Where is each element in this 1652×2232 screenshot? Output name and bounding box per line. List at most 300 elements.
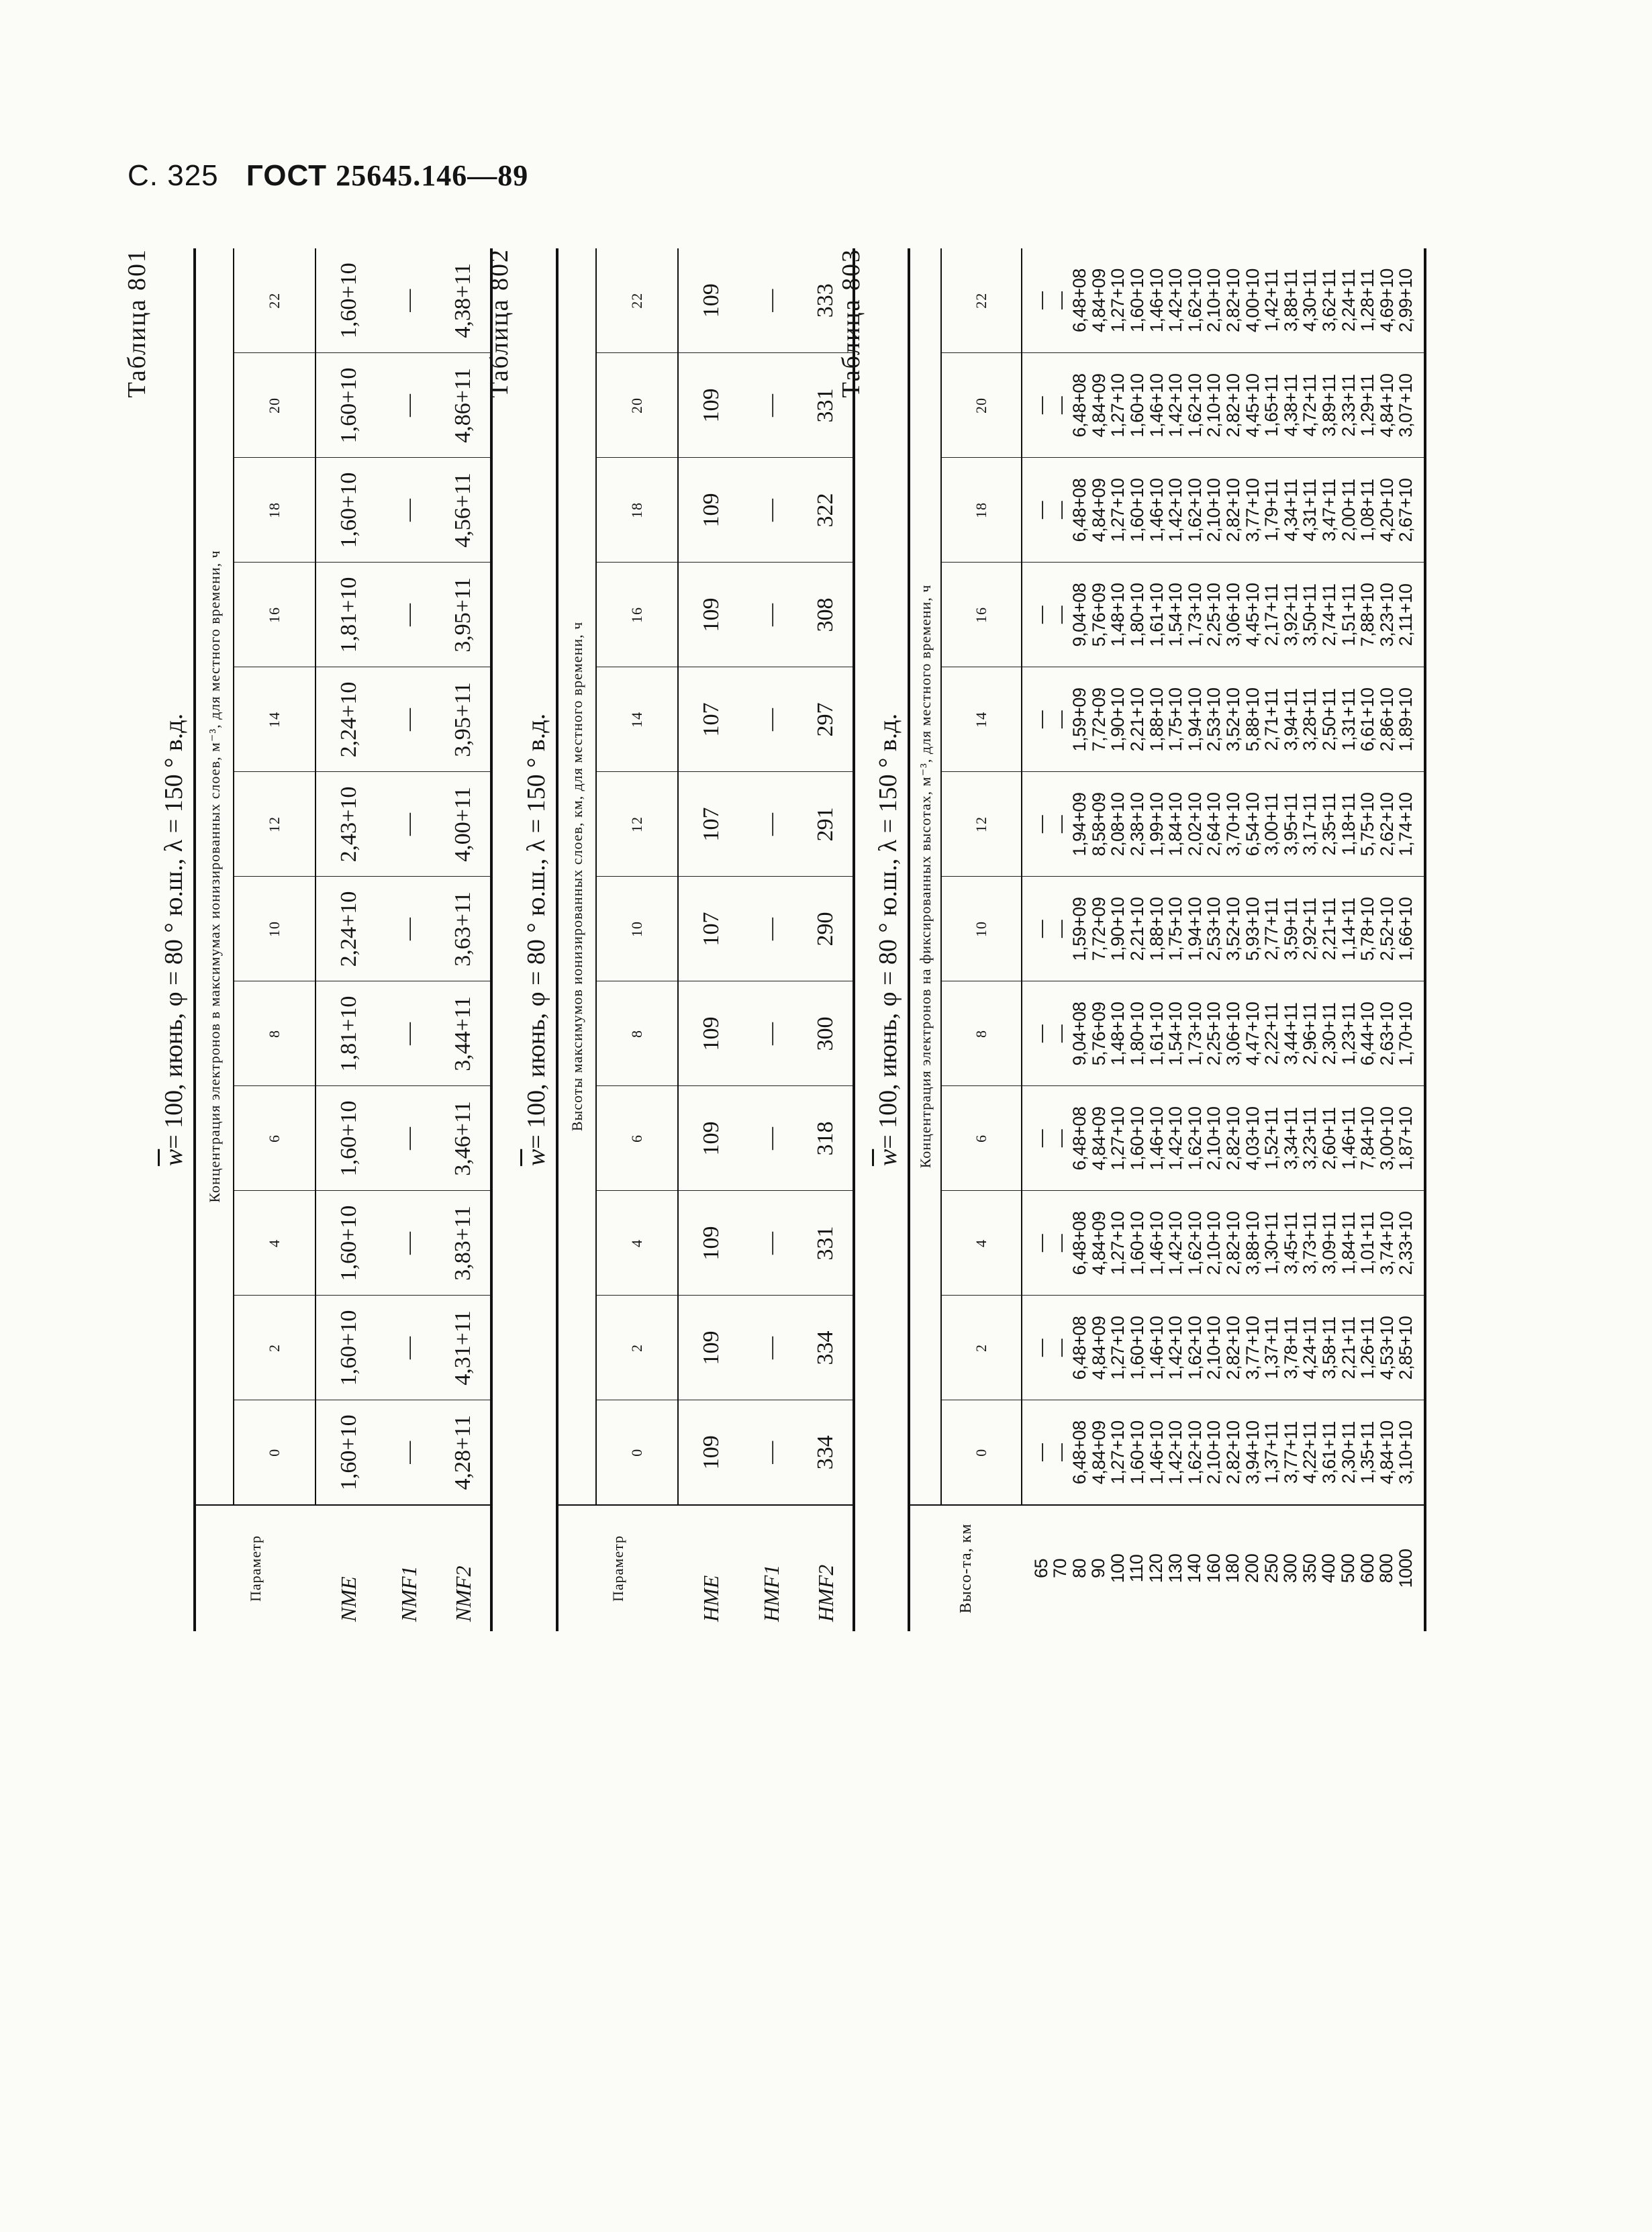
table-cell: 1,46+10	[1146, 269, 1167, 333]
table-cell: 3,34+11	[1280, 1107, 1301, 1170]
table-cell: 2,38+10	[1126, 792, 1147, 857]
table-cell: 2,82+10	[1222, 1106, 1243, 1171]
table-cell: —	[759, 289, 783, 312]
table-cell: —	[744, 563, 799, 667]
table-cell: 4,20+10	[1376, 478, 1397, 542]
hour-header: 10	[596, 877, 678, 981]
table-cell: —	[1050, 1129, 1071, 1148]
table-cell: 2,08+10	[1108, 792, 1128, 857]
height-value: 80	[1069, 1558, 1089, 1579]
table-cell: 3,00+11	[1261, 793, 1282, 856]
table-cell: 1,70+10	[1396, 1002, 1416, 1066]
table-cell: 109	[678, 458, 744, 563]
table-cell: 7,72+09	[1088, 687, 1109, 752]
table-cell: 1,18+11	[1338, 793, 1359, 856]
table-cell: 1,59+09	[1069, 897, 1090, 961]
gost-label: ГОСТ	[246, 159, 328, 192]
table-row	[744, 248, 799, 1631]
table-cell: 1,81+10	[315, 563, 381, 667]
hour-header: 0	[234, 1400, 315, 1505]
table-cell: 5,78+10	[1357, 897, 1378, 961]
height-value: 600	[1357, 1553, 1377, 1584]
table-subtitle: $\overline{w}= 100$, июнь, φ = 80 ° ю.ш., λ = 150 ° в.д.	[160, 713, 188, 1167]
table-cell: 2,10+10	[1204, 269, 1224, 333]
table-cell: 3,83+11	[436, 1191, 491, 1296]
page-number: С. 325	[128, 159, 219, 192]
table-cell: 2,25+10	[1204, 583, 1224, 647]
table-cell: 1,48+10	[1108, 583, 1128, 647]
table-cell: 2,10+10	[1204, 1420, 1224, 1485]
table-cell: 1,42+10	[1165, 1316, 1186, 1380]
height-value: 110	[1126, 1554, 1147, 1583]
table-cell: 107	[678, 667, 744, 772]
table-cell: 4,84+09	[1088, 269, 1109, 333]
table-cell: 4,84+09	[1088, 1211, 1109, 1275]
hour-header: 10	[941, 877, 1022, 981]
table-cell: 4,56+11	[436, 458, 491, 563]
table-cell: 1,48+10	[1108, 1002, 1128, 1066]
table-cell: 6,54+10	[1242, 792, 1263, 857]
table-cell: 1,66+10	[1396, 897, 1416, 961]
hour-header: 0	[941, 1400, 1022, 1505]
hour-header: 2	[234, 1296, 315, 1400]
table-cell: 6,44+10	[1357, 1002, 1378, 1066]
table-cell: 1,46+10	[1146, 1211, 1167, 1275]
table-cell: 2,86+10	[1376, 687, 1397, 752]
hour-header: 18	[596, 458, 678, 563]
table-cell: 1,60+10	[1126, 1420, 1147, 1485]
table-cell: 4,24+11	[1300, 1316, 1320, 1379]
table-cell: 1,08+11	[1357, 479, 1378, 542]
table-cell: —	[1031, 1339, 1051, 1357]
height-value: 800	[1376, 1553, 1397, 1584]
table-cell: 3,00+10	[1376, 1106, 1397, 1171]
table-cell: 1,94+10	[1184, 897, 1205, 961]
hour-header: 14	[596, 667, 678, 772]
table-cell: 1,88+10	[1146, 897, 1167, 961]
table-cell: —	[1050, 396, 1071, 415]
param-name: NMF2	[436, 1505, 491, 1631]
table-cell: —	[744, 877, 799, 981]
values-column	[1022, 458, 1425, 563]
table-cell: 2,85+10	[1396, 1316, 1416, 1380]
hour-header: 22	[941, 248, 1022, 353]
table-cell: 3,70+10	[1222, 792, 1243, 857]
table-cell: 6,48+08	[1069, 478, 1090, 542]
table-cell: 3,50+11	[1300, 583, 1320, 646]
table-cell: —	[1050, 501, 1071, 520]
table-cell: 3,10+10	[1396, 1420, 1416, 1485]
table-cell: 4,84+10	[1376, 373, 1397, 438]
table-cell: 1,01+11	[1357, 1212, 1378, 1275]
hour-header: 12	[941, 772, 1022, 877]
table-cell: 2,10+10	[1204, 478, 1224, 542]
table-cell: 3,23+11	[1300, 1107, 1320, 1170]
table-cell: 3,06+10	[1222, 583, 1243, 647]
table-cell: —	[1050, 1339, 1071, 1357]
hour-header: 22	[596, 248, 678, 353]
table-cell: 8,58+09	[1088, 792, 1109, 857]
table-cell: 3,06+10	[1222, 1002, 1243, 1066]
table-cell: 1,62+10	[1184, 1211, 1205, 1275]
table-caption: Таблица 802	[485, 248, 514, 398]
height-value: 120	[1146, 1553, 1167, 1584]
hour-header: 10	[234, 877, 315, 981]
table-cell: 1,99+10	[1146, 792, 1167, 857]
table-cell: 1,81+10	[315, 981, 381, 1086]
values-column	[1022, 1191, 1425, 1296]
table-cell: 1,60+10	[315, 458, 381, 563]
table-cell: 1,52+11	[1261, 1107, 1282, 1170]
table-cell: 1,60+10	[315, 1191, 381, 1296]
table-cell: 334	[799, 1296, 854, 1400]
table-cell: —	[381, 1086, 436, 1191]
hour-header: 4	[234, 1191, 315, 1296]
table-cell: —	[381, 981, 436, 1086]
table-cell: 3,77+10	[1242, 1316, 1263, 1380]
table-cell: 1,27+10	[1108, 478, 1128, 542]
param-header: Параметр	[195, 1505, 315, 1631]
table-cell: 1,26+11	[1357, 1316, 1378, 1379]
table-cell: 1,90+10	[1108, 897, 1128, 961]
table-cell: 2,24+11	[1338, 269, 1359, 332]
table-cell: —	[381, 1191, 436, 1296]
hour-header: 20	[941, 353, 1022, 458]
table-cell: 1,60+10	[1126, 373, 1147, 438]
height-header: Высо-та, км	[909, 1505, 1022, 1631]
span-header: Концентрация электронов в максимумах ионизированных слоев, м⁻³, для местного времени, ч	[195, 248, 234, 1505]
table-cell: 2,21+10	[1126, 687, 1147, 752]
height-value: 300	[1280, 1553, 1301, 1584]
table-cell: —	[1031, 1234, 1051, 1253]
table-cell: 1,60+10	[315, 1400, 381, 1505]
table-cell: 4,86+11	[436, 353, 491, 458]
table-803-block	[834, 248, 1426, 1631]
hour-header: 12	[596, 772, 678, 877]
hour-header: 6	[234, 1086, 315, 1191]
table-cell: 1,94+09	[1069, 792, 1090, 857]
table-cell: 1,31+11	[1338, 688, 1359, 751]
table-cell: —	[1050, 1443, 1071, 1461]
table-cell: 3,44+11	[1280, 1002, 1301, 1065]
table-cell: 1,46+10	[1146, 1420, 1167, 1485]
table-cell: 2,92+11	[1300, 897, 1320, 961]
table-cell: 3,09+11	[1318, 1212, 1339, 1275]
table-cell: 308	[799, 563, 854, 667]
table-row	[1022, 248, 1425, 1631]
heights-column	[1022, 1505, 1425, 1631]
table-cell: 2,21+10	[1126, 897, 1147, 961]
table-cell: 322	[799, 458, 854, 563]
table-cell: 1,94+10	[1184, 687, 1205, 752]
table-cell: 109	[678, 981, 744, 1086]
table-cell: 2,00+11	[1338, 479, 1359, 542]
table-cell: 2,21+11	[1318, 897, 1339, 961]
table-cell: 334	[799, 1400, 854, 1505]
table-cell: 4,84+09	[1088, 478, 1109, 542]
table-cell: 1,29+11	[1357, 374, 1378, 437]
table-cell: 1,42+10	[1165, 1420, 1186, 1485]
table-cell: 1,60+10	[1126, 1106, 1147, 1171]
table-cell: 109	[678, 1191, 744, 1296]
table-cell: 2,25+10	[1204, 1002, 1224, 1066]
table-cell: 1,61+10	[1146, 1002, 1167, 1066]
hour-header: 22	[234, 248, 315, 353]
table-cell: —	[1031, 920, 1051, 938]
table-cell: 2,10+10	[1204, 1211, 1224, 1275]
table-cell: 331	[799, 353, 854, 458]
table-cell: —	[744, 1191, 799, 1296]
table-cell: 1,87+10	[1396, 1106, 1416, 1171]
table-cell: 1,23+11	[1338, 1002, 1359, 1065]
table-cell: 331	[799, 1191, 854, 1296]
table-cell: 4,22+11	[1300, 1421, 1320, 1484]
table-cell: 2,99+10	[1396, 269, 1416, 333]
height-value: 200	[1242, 1553, 1263, 1584]
table-cell: —	[1050, 1024, 1071, 1043]
table-cell: 3,63+11	[436, 877, 491, 981]
table-cell: 3,52+10	[1222, 687, 1243, 752]
table-cell: 4,38+11	[1280, 374, 1301, 437]
table-cell: 2,82+10	[1222, 1420, 1243, 1485]
table-cell: 5,88+10	[1242, 687, 1263, 752]
table-cell: 2,24+10	[315, 877, 381, 981]
table-cell: 1,27+10	[1108, 373, 1128, 438]
table-cell: 1,14+11	[1338, 897, 1359, 961]
table-cell: 5,75+10	[1357, 792, 1378, 857]
table-cell: 4,30+11	[1300, 269, 1320, 332]
table-cell: 107	[678, 877, 744, 981]
values-column	[1022, 353, 1425, 458]
height-value: 350	[1299, 1553, 1320, 1584]
values-column	[1022, 981, 1425, 1086]
table-cell: 1,60+10	[315, 353, 381, 458]
table-cell: 4,69+10	[1376, 269, 1397, 333]
table-cell: 109	[678, 1296, 744, 1400]
table-cell: 1,27+10	[1108, 269, 1128, 333]
hour-header: 2	[941, 1296, 1022, 1400]
table-cell: 1,75+10	[1165, 687, 1186, 752]
hour-header: 8	[941, 981, 1022, 1086]
table-cell: 1,75+10	[1165, 897, 1186, 961]
values-column	[1022, 1400, 1425, 1505]
hour-header: 4	[596, 1191, 678, 1296]
table-cell: —	[381, 877, 436, 981]
table-cell: 3,61+11	[1318, 1421, 1339, 1484]
height-value: 70	[1050, 1558, 1071, 1579]
table-802	[556, 248, 855, 1631]
table-cell: 1,62+10	[1184, 1106, 1205, 1171]
table-cell: 291	[799, 772, 854, 877]
table-cell: —	[744, 772, 799, 877]
table-cell: 4,45+10	[1242, 373, 1263, 438]
table-cell: 7,84+10	[1357, 1106, 1378, 1171]
table-cell: 109	[678, 1086, 744, 1191]
table-cell: 1,42+10	[1165, 1106, 1186, 1171]
table-cell: 2,96+11	[1300, 1002, 1320, 1065]
table-cell: 1,61+10	[1146, 583, 1167, 647]
table-cell: —	[381, 353, 436, 458]
table-caption: Таблица 803	[837, 248, 865, 398]
table-cell: —	[1050, 605, 1071, 624]
table-row	[678, 248, 744, 1631]
table-cell: —	[1050, 1234, 1071, 1253]
table-cell: 2,11+10	[1396, 583, 1416, 646]
table-cell: 1,90+10	[1108, 687, 1128, 752]
table-cell: 2,30+11	[1338, 1421, 1359, 1484]
table-cell: 1,65+11	[1261, 374, 1282, 437]
table-cell: —	[1031, 291, 1051, 309]
hour-header: 0	[596, 1400, 678, 1505]
table-cell: 5,93+10	[1242, 897, 1263, 961]
hour-header: 14	[941, 667, 1022, 772]
values-column	[1022, 1086, 1425, 1191]
table-cell: 1,62+10	[1184, 269, 1205, 333]
table-cell: 2,77+11	[1261, 897, 1282, 961]
table-cell: 1,27+10	[1108, 1211, 1128, 1275]
table-cell: 9,04+08	[1069, 583, 1090, 647]
table-cell: 1,60+10	[315, 1296, 381, 1400]
table-cell: —	[381, 667, 436, 772]
table-cell: 2,53+10	[1204, 897, 1224, 961]
table-cell: 1,46+10	[1146, 373, 1167, 438]
table-cell: 2,82+10	[1222, 1211, 1243, 1275]
hour-header: 8	[596, 981, 678, 1086]
table-cell: 2,82+10	[1222, 1316, 1243, 1380]
table-cell: 1,59+09	[1069, 687, 1090, 752]
table-cell: 1,62+10	[1184, 1420, 1205, 1485]
table-cell: 3,92+11	[1280, 583, 1301, 646]
table-cell: 109	[678, 353, 744, 458]
gost-number: 25645.146—89	[336, 159, 529, 192]
table-cell: 1,27+10	[1108, 1420, 1128, 1485]
table-cell: 1,30+11	[1261, 1212, 1282, 1275]
table-cell: 1,27+10	[1108, 1316, 1128, 1380]
table-cell: 2,43+10	[315, 772, 381, 877]
table-cell: 1,60+10	[1126, 1316, 1147, 1380]
table-cell: 3,89+11	[1318, 374, 1339, 437]
table-cell: 6,48+08	[1069, 1316, 1090, 1380]
param-name: NME	[315, 1505, 381, 1631]
table-cell: —	[1031, 1024, 1051, 1043]
table-cell: 3,95+11	[436, 667, 491, 772]
table-cell: 2,82+10	[1222, 373, 1243, 438]
table-cell: 3,58+11	[1318, 1316, 1339, 1379]
table-cell: 2,74+11	[1318, 583, 1339, 646]
table-cell: 3,95+11	[1280, 793, 1301, 856]
table-cell: 2,53+10	[1204, 687, 1224, 752]
table-cell: 4,84+09	[1088, 1316, 1109, 1380]
table-cell: 297	[799, 667, 854, 772]
table-cell: 1,37+11	[1261, 1316, 1282, 1379]
table-cell: 1,37+11	[1261, 1421, 1282, 1484]
table-cell: 1,79+11	[1261, 479, 1282, 542]
table-cell: 1,46+10	[1146, 1106, 1167, 1171]
table-cell: 1,42+11	[1261, 269, 1282, 332]
table-cell: 1,62+10	[1184, 1316, 1205, 1380]
table-caption: Таблица 801	[123, 248, 151, 398]
table-cell: 1,88+10	[1146, 687, 1167, 752]
table-cell: —	[1031, 710, 1051, 729]
table-cell: —	[381, 563, 436, 667]
table-801	[193, 248, 493, 1631]
table-cell: 6,48+08	[1069, 1106, 1090, 1171]
table-801-block	[119, 248, 493, 1631]
table-cell: 6,48+08	[1069, 269, 1090, 333]
table-cell: —	[744, 981, 799, 1086]
table-cell: —	[381, 1296, 436, 1400]
table-cell: 3,17+11	[1300, 793, 1320, 856]
page-header	[128, 158, 528, 193]
table-cell: 1,46+10	[1146, 1316, 1167, 1380]
table-cell: 4,00+11	[436, 772, 491, 877]
hour-header: 20	[234, 353, 315, 458]
hour-header: 20	[596, 353, 678, 458]
table-cell: —	[381, 458, 436, 563]
hour-header: 14	[234, 667, 315, 772]
table-cell: 2,62+10	[1376, 792, 1397, 857]
table-cell: 3,52+10	[1222, 897, 1243, 961]
table-cell: 5,76+09	[1088, 1002, 1109, 1066]
table-cell: 3,88+10	[1242, 1211, 1263, 1275]
hour-header: 6	[596, 1086, 678, 1191]
table-cell: 3,78+11	[1280, 1316, 1301, 1379]
table-cell: 2,30+11	[1318, 1002, 1339, 1065]
table-cell: 1,60+10	[315, 1086, 381, 1191]
table-cell: —	[1050, 920, 1071, 938]
table-cell: 333	[813, 283, 838, 318]
height-value: 160	[1203, 1553, 1224, 1584]
height-value: 90	[1088, 1558, 1109, 1579]
table-cell: 300	[799, 981, 854, 1086]
table-cell: 109	[698, 283, 724, 318]
table-cell: 1,62+10	[1184, 373, 1205, 438]
table-cell: 3,77+10	[1242, 478, 1263, 542]
table-cell: —	[744, 667, 799, 772]
values-column	[1022, 1296, 1425, 1400]
table-cell: 1,89+10	[1396, 687, 1416, 752]
table-cell: —	[1031, 396, 1051, 415]
table-cell: 2,52+10	[1376, 897, 1397, 961]
table-cell: —	[744, 353, 799, 458]
table-cell: 3,45+11	[1280, 1212, 1301, 1275]
table-cell: 1,51+11	[1338, 583, 1359, 646]
table-cell: 2,82+10	[1222, 478, 1243, 542]
hour-header: 16	[234, 563, 315, 667]
table-cell: —	[744, 1086, 799, 1191]
table-cell: —	[381, 1400, 436, 1505]
table-cell: 1,73+10	[1184, 583, 1205, 647]
table-row	[381, 248, 436, 1631]
table-cell: 3,07+10	[1396, 373, 1416, 438]
table-cell: 2,60+11	[1318, 1107, 1339, 1170]
table-cell: 4,31+11	[1300, 479, 1320, 542]
table-subtitle: $\overline{w}= 100$, июнь, φ = 80 ° ю.ш., λ = 150 ° в.д.	[522, 713, 550, 1167]
table-cell: —	[1050, 291, 1071, 309]
param-header: Параметр	[557, 1505, 678, 1631]
height-value: 180	[1222, 1553, 1243, 1584]
table-cell: 4,84+09	[1088, 1420, 1109, 1485]
table-cell: 4,03+10	[1242, 1106, 1263, 1171]
hour-header: 12	[234, 772, 315, 877]
span-header: Концентрация электронов на фиксированных высотах, м⁻³, для местного времени, ч	[909, 248, 941, 1505]
values-column	[1022, 772, 1425, 877]
table-cell: 109	[678, 1400, 744, 1505]
hour-header: 16	[941, 563, 1022, 667]
height-value: 130	[1165, 1553, 1185, 1584]
table-cell: 3,47+11	[1318, 479, 1339, 542]
table-cell: 1,73+10	[1184, 1002, 1205, 1066]
